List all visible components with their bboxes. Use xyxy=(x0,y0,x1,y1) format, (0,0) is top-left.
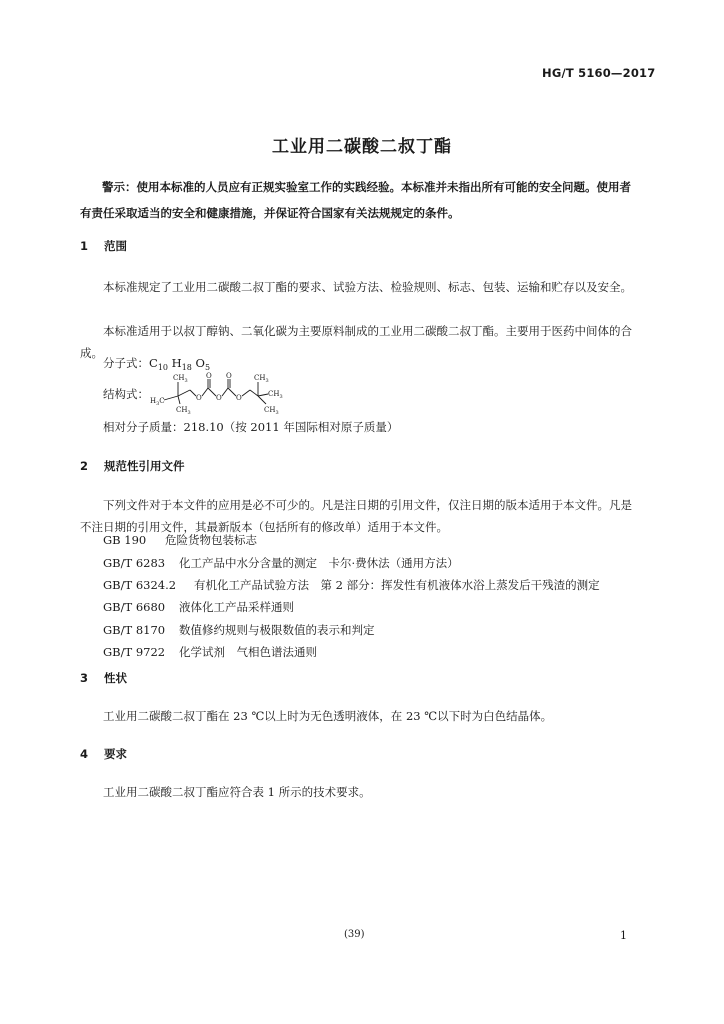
reference-code: GB 190 xyxy=(103,533,147,547)
h3c-left: $H_3C$ xyxy=(150,397,165,407)
structure-label: 结构式： xyxy=(103,387,149,401)
section-title: 范围 xyxy=(104,239,127,253)
section-title: 性状 xyxy=(104,671,127,685)
reference-title: 化工产品中水分含量的测定 卡尔·费休法（通用方法） xyxy=(179,556,459,570)
formula-c-sub: 10 xyxy=(157,363,168,372)
oxygen-3: O xyxy=(236,394,242,402)
formula-h: H xyxy=(171,356,182,370)
appearance-text: 工业用二碳酸二叔丁酯在 23 ℃以上时为无色透明液体，在 23 ℃以下时为白色结晶体。 xyxy=(103,709,553,723)
reference-title: 化学试剂 气相色谱法通则 xyxy=(179,645,317,659)
section-2-heading xyxy=(80,458,185,474)
section-number: 2 xyxy=(80,459,89,473)
ch3-top-left: $CH_3$ xyxy=(173,374,188,384)
reference-title: 液体化工产品采样通则 xyxy=(179,600,294,614)
formula-c: C xyxy=(149,356,158,370)
references-intro: 下列文件对于本文件的应用是必不可少的。凡是注日期的引用文件，仅注日期的版本适用于本文件。凡是不注日期的引用文件，其最新版本（包括所有的修改单）适用于本文件。 xyxy=(80,498,632,534)
section-number: 1 xyxy=(80,239,89,253)
ch3-top-right: $CH_3$ xyxy=(254,374,269,384)
ch3-right-mid: $CH_3$ xyxy=(268,390,283,400)
page-number-right: 1 xyxy=(620,929,627,942)
section-number: 4 xyxy=(80,747,89,761)
section-4-heading xyxy=(80,746,127,762)
reference-code: GB/T 6324.2 xyxy=(103,578,177,592)
relative-molecular-mass: 相对分子质量：218.10（按 2011 年国际相对原子质量） xyxy=(103,420,399,434)
oxygen-carbonyl-1: O xyxy=(206,372,212,380)
oxygen-2: O xyxy=(216,394,222,402)
reference-item xyxy=(103,622,375,638)
section-number: 3 xyxy=(80,671,89,685)
reference-title: 数值修约规则与极限数值的表示和判定 xyxy=(179,623,375,637)
page-number-center: (39) xyxy=(344,929,365,940)
ch3-bottom-left: $CH_3$ xyxy=(176,406,191,416)
ch3-right-bottom: $CH_3$ xyxy=(264,406,279,416)
oxygen-1: O xyxy=(196,394,202,402)
reference-item xyxy=(103,599,294,615)
structural-formula-diagram xyxy=(150,372,290,416)
scope-paragraph-2: 本标准适用于以叔丁醇钠、二氧化碳为主要原料制成的工业用二碳酸二叔丁酯。主要用于医药中间体的合成。 xyxy=(80,324,632,360)
reference-item xyxy=(103,577,600,593)
section-1-heading xyxy=(80,238,127,254)
reference-code: GB/T 6283 xyxy=(103,556,166,570)
reference-title: 危险货物包装标志 xyxy=(165,533,257,547)
requirements-text: 工业用二碳酸二叔丁酯应符合表 1 所示的技术要求。 xyxy=(103,785,371,799)
reference-code: GB/T 9722 xyxy=(103,645,166,659)
section-title: 规范性引用文件 xyxy=(104,459,185,473)
standard-number: HG/T 5160—2017 xyxy=(542,66,656,80)
formula-o: O xyxy=(195,356,205,370)
safety-warning: 警示：使用本标准的人员应有正规实验室工作的实践经验。本标准并未指出所有可能的安全问题。使用者有责任采取适当的安全和健康措施，并保证符合国家有关法规规定的条件。 xyxy=(80,180,631,220)
reference-item xyxy=(103,555,459,571)
formula-h-sub: 18 xyxy=(181,363,192,372)
scope-paragraph-1: 本标准规定了工业用二碳酸二叔丁酯的要求、试验方法、检验规则、标志、包装、运输和贮存以及安全。 xyxy=(103,280,632,294)
reference-code: GB/T 8170 xyxy=(103,623,166,637)
formula-label: 分子式： xyxy=(103,356,149,370)
section-3-heading xyxy=(80,670,127,686)
formula-o-sub: 5 xyxy=(204,363,211,372)
reference-item xyxy=(103,532,257,548)
molecular-formula xyxy=(103,355,210,372)
section-title: 要求 xyxy=(104,747,127,761)
oxygen-carbonyl-2: O xyxy=(226,372,232,380)
document-title: 工业用二碳酸二叔丁酯 xyxy=(272,137,452,157)
reference-item xyxy=(103,644,317,660)
reference-title: 有机化工产品试验方法 第 2 部分：挥发性有机液体水浴上蒸发后干残渣的测定 xyxy=(194,578,600,592)
reference-code: GB/T 6680 xyxy=(103,600,166,614)
